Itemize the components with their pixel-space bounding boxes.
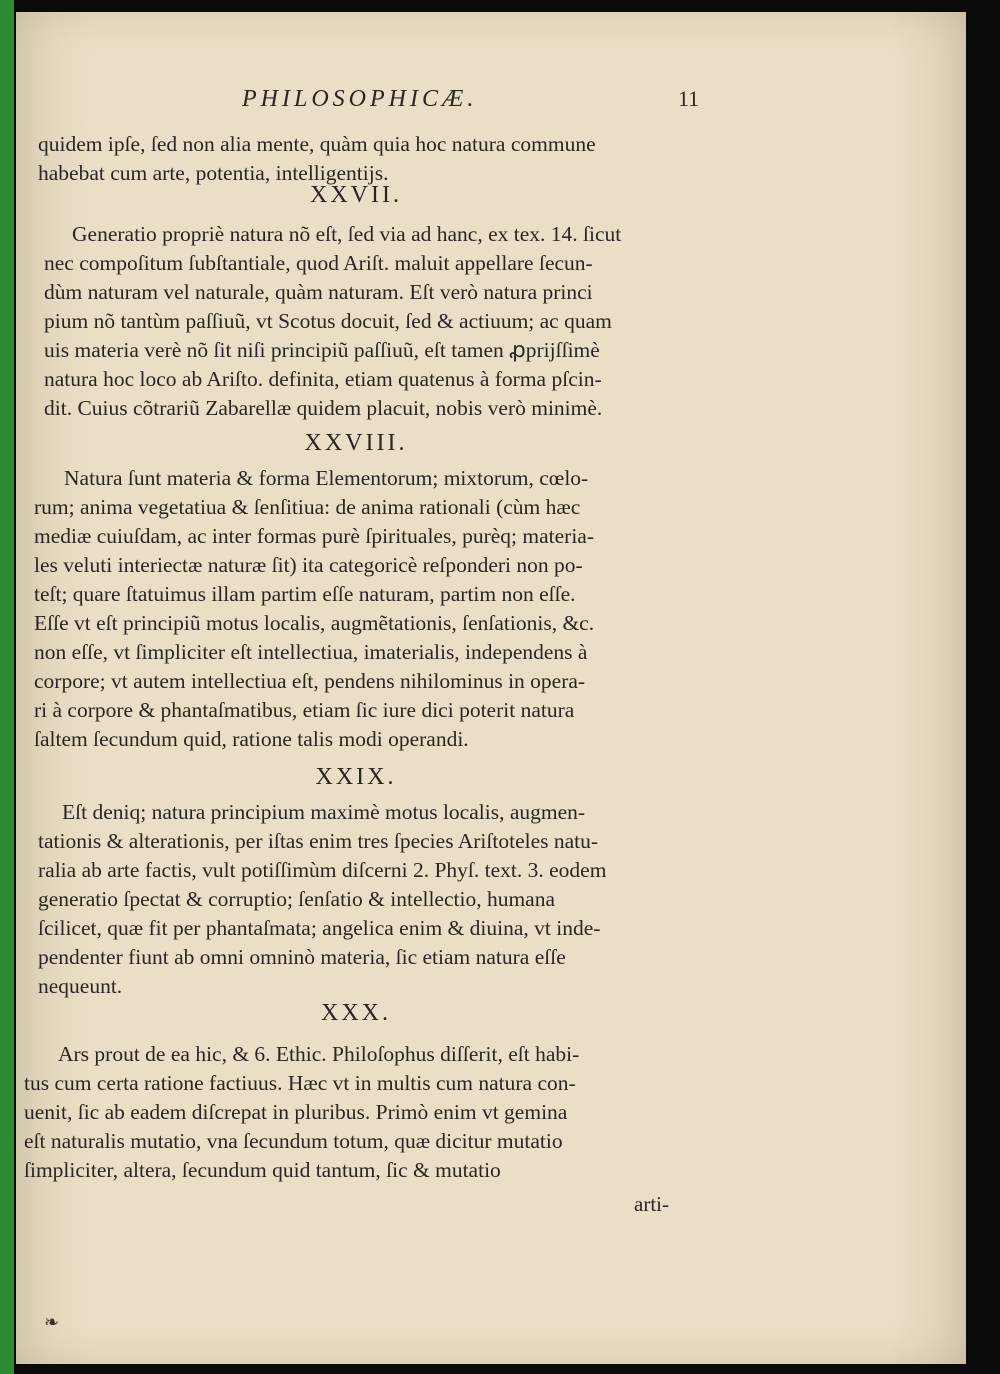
section-body-xxix (38, 798, 606, 1001)
text-line: uenit, ſic ab eadem diſcrepat in pluribus. Primò enim vt gemina (24, 1100, 568, 1124)
text-line: tus cum certa ratione factiuus. Hæc vt in multis cum natura con- (24, 1071, 576, 1095)
intro-paragraph (38, 130, 596, 188)
book-page (16, 12, 966, 1364)
text-line: ſaltem ſecundum quid, ratione talis modi operandi. (34, 727, 469, 751)
text-line: generatio ſpectat & corruptio; ſenſatio & intellectio, humana (38, 887, 556, 911)
text-line: mediæ cuiuſdam, ac inter formas purè ſpirituales, purèq; materia- (34, 524, 594, 548)
text-line: les veluti interiectæ naturæ ſit) ita categoricè reſponderi non po- (34, 553, 583, 577)
text-line: nequeunt. (38, 974, 123, 998)
text-line: tationis & alterationis, per iſtas enim tres ſpecies Ariſtoteles natu- (38, 829, 599, 853)
section-body-xxx (24, 1040, 579, 1185)
catchword: arti- (634, 1192, 669, 1216)
section-body-xxviii (34, 464, 594, 754)
text-line: eſt naturalis mutatio, vna ſecundum totum, quæ dicitur mutatio (24, 1129, 563, 1153)
section-heading-xxx: XXX. (321, 1000, 391, 1026)
text-line: Generatio propriè natura nõ eſt, ſed via ad hanc, ex tex. 14. ſicut (72, 222, 622, 246)
page-number: 11 (678, 86, 700, 111)
text-line: ri à corpore & phantaſmatibus, etiam ſic iure dici poterit natura (34, 698, 575, 722)
text-line: Natura ſunt materia & forma Elementorum; mixtorum, cœlo- (64, 466, 589, 490)
section-heading-xxviii: XXVIII. (304, 430, 408, 456)
running-title: PHILOSOPHICÆ. (242, 86, 478, 112)
text-line: pendenter fiunt ab omni omninò materia, ſic etiam natura eſſe (38, 945, 566, 969)
scan-edge-strip (0, 0, 14, 1374)
text-line: Ars prout de ea hic, & 6. Ethic. Philoſophus diſſerit, eſt habi- (58, 1042, 580, 1066)
text-line: corpore; vt autem intellectiua eſt, pendens nihilominus in opera- (34, 669, 586, 693)
page-header (16, 86, 966, 126)
text-line: teſt; quare ſtatuimus illam partim eſſe naturam, partim non eſſe. (34, 582, 576, 606)
text-line: rum; anima vegetatiua & ſenſitiua: de anima rationali (cùm hæc (34, 495, 581, 519)
text-line: natura hoc loco ab Ariſto. definita, etiam quatenus à forma pſcin- (44, 367, 602, 391)
text-line: ſcilicet, quæ fit per phantaſmata; angelica enim & diuina, vt inde- (38, 916, 601, 940)
text-line: ſimpliciter, altera, ſecundum quid tantum, ſic & mutatio (24, 1158, 501, 1182)
section-heading-xxvii: XXVII. (310, 182, 402, 208)
section-heading-xxix: XXIX. (315, 764, 397, 790)
text-line: Eſt deniq; natura principium maximè motus localis, augmen- (62, 800, 586, 824)
text-line: dit. Cuius cõtrariũ Zabarellæ quidem placuit, nobis verò minimè. (44, 396, 603, 420)
text-line: habebat cum arte, potentia, intelligentijs. (38, 161, 389, 185)
printer-ornament-icon: ❧ (44, 1312, 60, 1332)
text-line: quidem ipſe, ſed non alia mente, quàm quia hoc natura commune (38, 132, 596, 156)
text-line: nec compoſitum ſubſtantiale, quod Ariſt. maluit appellare ſecun- (44, 251, 593, 275)
text-line: pium nõ tantùm paſſiuũ, vt Scotus docuit, ſed & actiuum; ac quam (44, 309, 612, 333)
section-body-xxvii (44, 220, 621, 423)
text-line: uis materia verè nõ ſit niſi principiũ paſſiuũ, eſt tamen ꝓprijſſimè (44, 338, 600, 362)
text-line: dùm naturam vel naturale, quàm naturam. Eſt verò natura princi (44, 280, 593, 304)
text-line: non eſſe, vt ſimpliciter eſt intellectiua, imaterialis, independens à (34, 640, 588, 664)
text-line: ralia ab arte factis, vult potiſſimùm diſcerni 2. Phyſ. text. 3. eodem (38, 858, 607, 882)
text-line: Eſſe vt eſt principiũ motus localis, augmẽtationis, ſenſationis, &c. (34, 611, 595, 635)
